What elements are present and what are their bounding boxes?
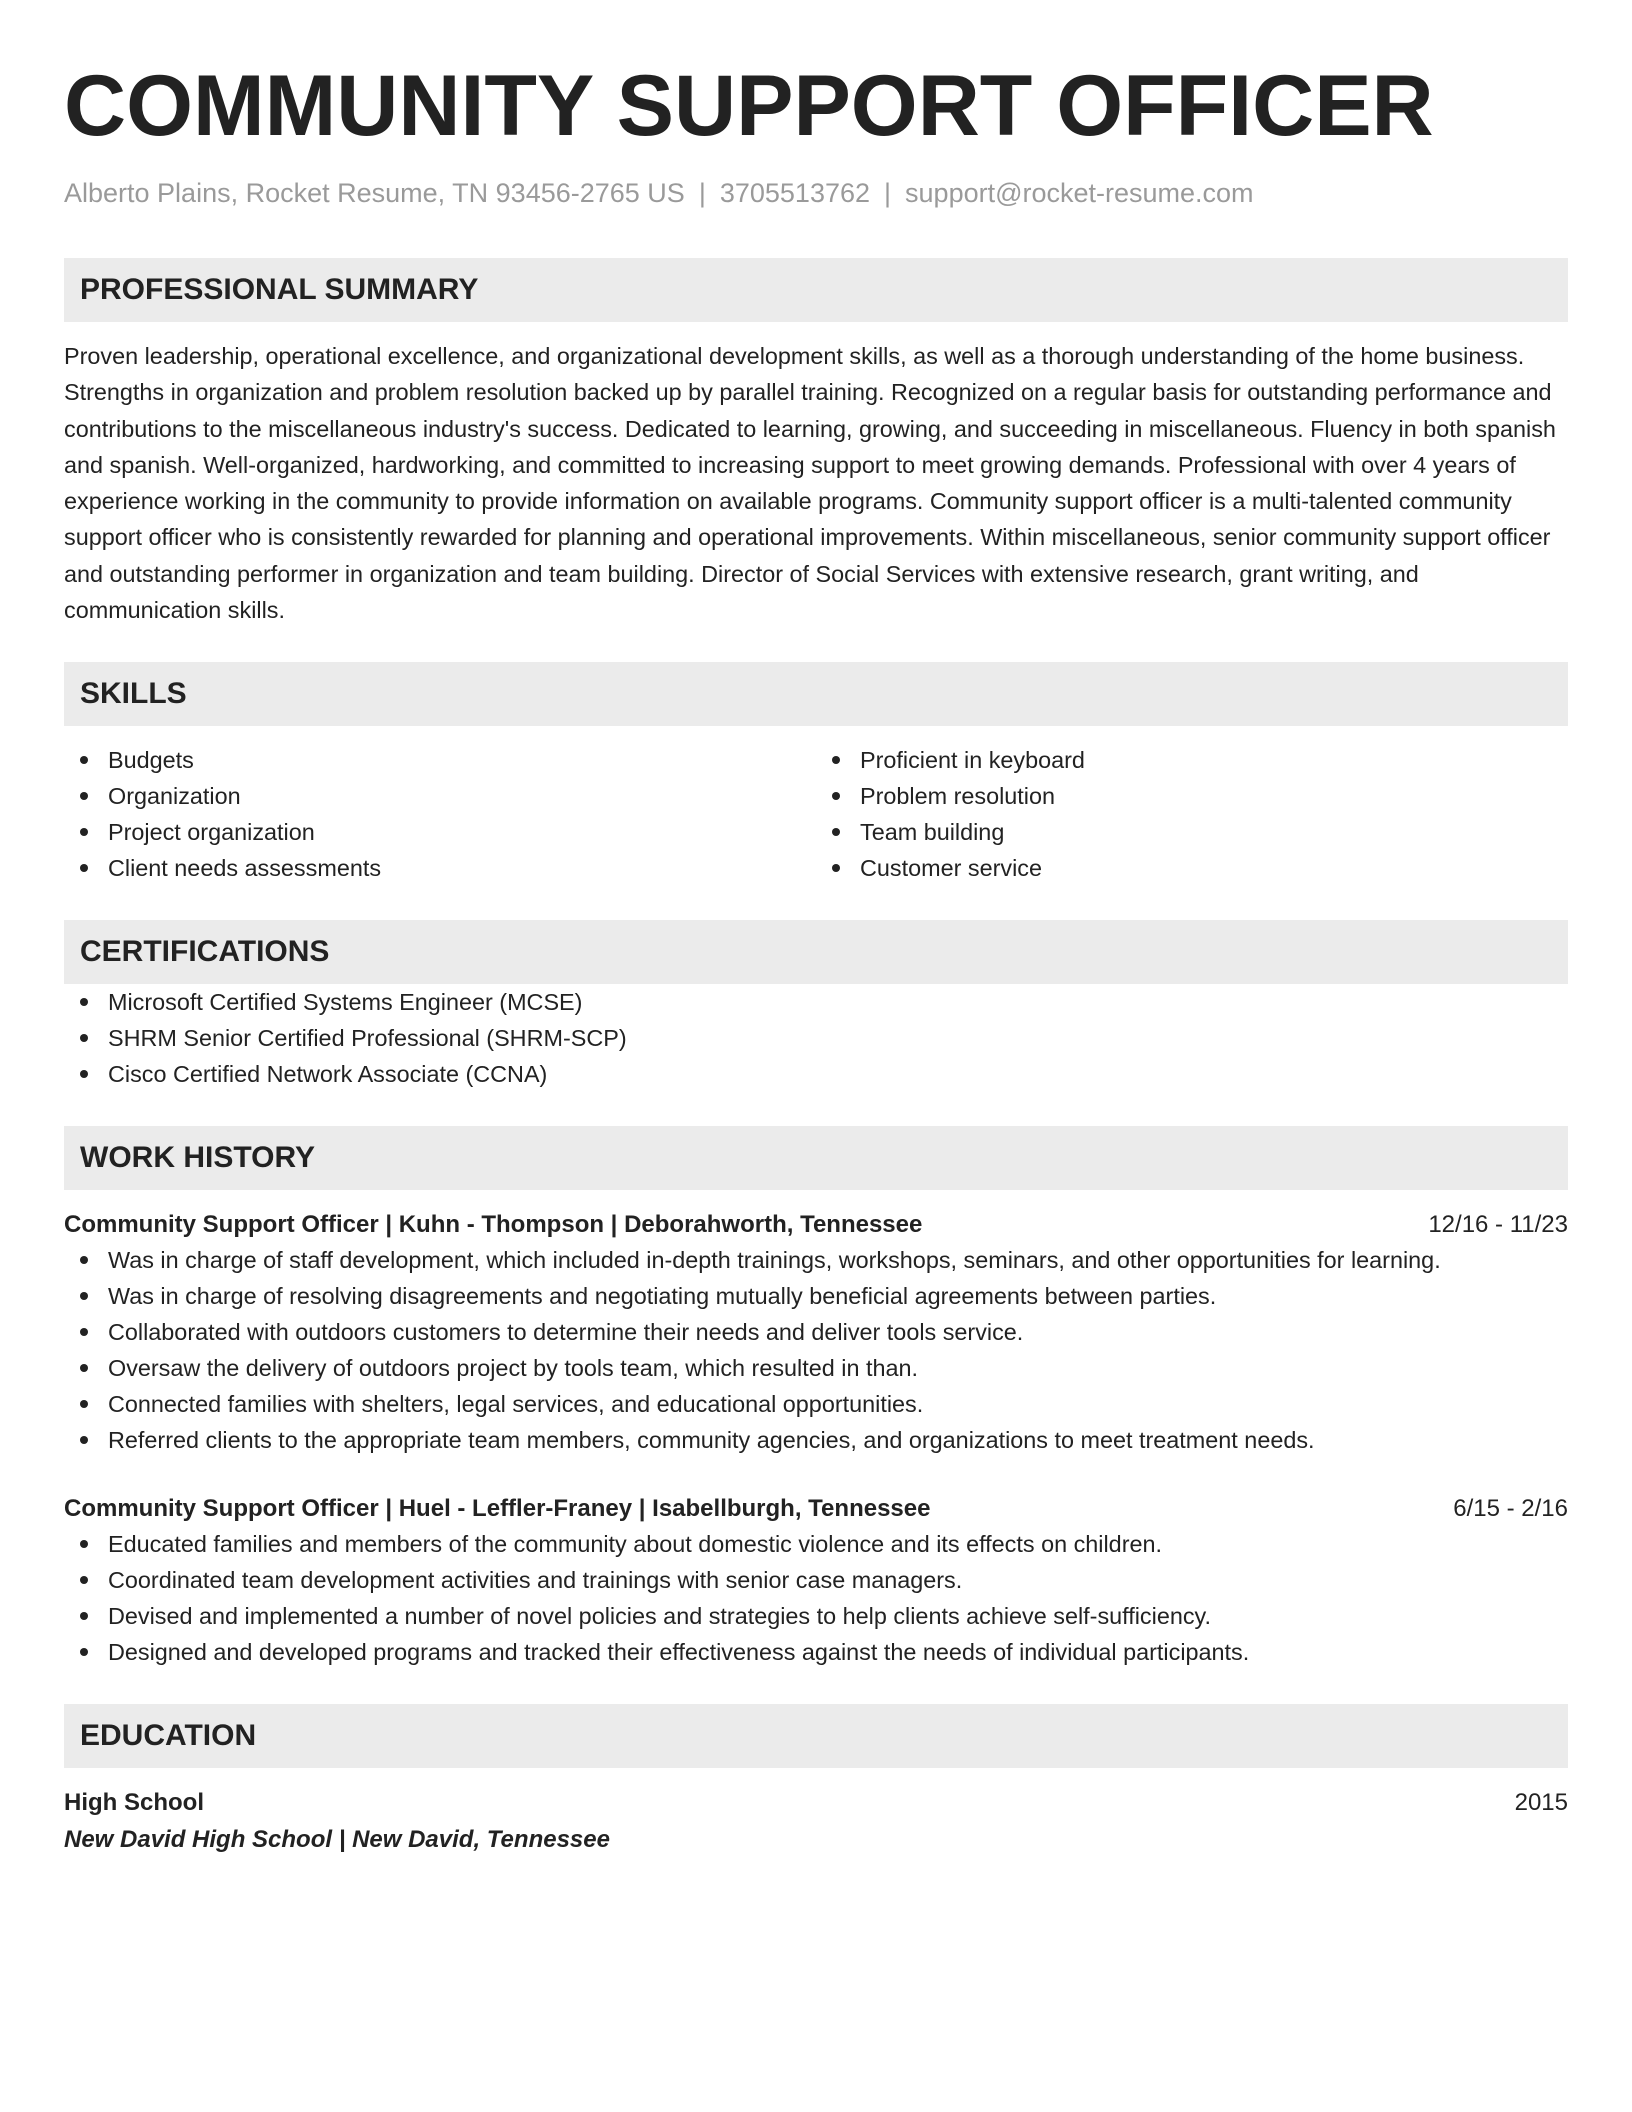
bullet-icon bbox=[80, 1436, 88, 1444]
bullet-icon bbox=[80, 1034, 88, 1042]
job-duty-item bbox=[64, 1350, 1568, 1386]
education-degree: High School bbox=[64, 1789, 204, 1817]
job-duty-text: Connected families with shelters, legal services, and educational opportunities. bbox=[108, 1391, 924, 1418]
certifications-list bbox=[64, 984, 1568, 1092]
contact-phone: 3705513762 bbox=[719, 178, 871, 208]
skills-column-right bbox=[816, 742, 1568, 886]
job-entry bbox=[64, 1208, 1568, 1458]
skill-label: Budgets bbox=[108, 747, 194, 774]
candidate-title: COMMUNITY SUPPORT OFFICER bbox=[64, 58, 1434, 154]
certification-item bbox=[64, 1056, 1568, 1092]
job-duty-text: Was in charge of staff development, which included in-depth trainings, workshops, seminars, and other opportunities for learning. bbox=[108, 1247, 1441, 1274]
bullet-icon bbox=[80, 864, 88, 872]
contact-email: support@rocket-resume.com bbox=[905, 178, 1254, 208]
skill-label: Organization bbox=[108, 783, 241, 810]
job-duty-item bbox=[64, 1634, 1568, 1670]
job-heading: Community Support Officer | Huel - Leffler-Franey | Isabellburgh, Tennessee bbox=[64, 1495, 931, 1523]
bullet-icon bbox=[80, 1292, 88, 1300]
job-heading-row bbox=[64, 1492, 1568, 1526]
skills-column-left bbox=[64, 742, 816, 886]
job-duty-text: Coordinated team development activities and trainings with senior case managers. bbox=[108, 1567, 963, 1594]
skill-label: Problem resolution bbox=[860, 783, 1056, 810]
certification-item bbox=[64, 1020, 1568, 1056]
skills-list-left bbox=[64, 742, 816, 886]
skills-grid bbox=[64, 742, 1568, 886]
job-duty-item bbox=[64, 1314, 1568, 1350]
bullet-icon bbox=[80, 1364, 88, 1372]
skill-label: Customer service bbox=[860, 855, 1042, 882]
section-header-skills: SKILLS bbox=[64, 662, 1568, 726]
section-header-education: EDUCATION bbox=[64, 1704, 1568, 1768]
job-duty-text: Collaborated with outdoors customers to determine their needs and deliver tools service. bbox=[108, 1319, 1024, 1346]
bullet-icon bbox=[80, 1540, 88, 1548]
bullet-icon bbox=[80, 756, 88, 764]
job-duty-text: Oversaw the delivery of outdoors project by tools team, which resulted in than. bbox=[108, 1355, 918, 1382]
certification-item bbox=[64, 984, 1568, 1020]
bullet-icon bbox=[80, 1070, 88, 1078]
bullet-icon bbox=[832, 864, 840, 872]
skill-item bbox=[816, 814, 1568, 850]
skill-item bbox=[64, 814, 816, 850]
job-heading: Community Support Officer | Kuhn - Thompson | Deborahworth, Tennessee bbox=[64, 1211, 923, 1239]
job-entry bbox=[64, 1492, 1568, 1670]
bullet-icon bbox=[80, 828, 88, 836]
bullet-icon bbox=[832, 756, 840, 764]
skill-item bbox=[64, 778, 816, 814]
job-duty-text: Was in charge of resolving disagreements and negotiating mutually beneficial agreements between parties. bbox=[108, 1283, 1217, 1310]
job-duty-item bbox=[64, 1598, 1568, 1634]
skill-item bbox=[64, 850, 816, 886]
education-year: 2015 bbox=[1514, 1789, 1568, 1817]
section-header-certifications: CERTIFICATIONS bbox=[64, 920, 1568, 984]
certification-label: SHRM Senior Certified Professional (SHRM-SCP) bbox=[108, 1025, 627, 1052]
bullet-icon bbox=[80, 1612, 88, 1620]
job-duty-item bbox=[64, 1278, 1568, 1314]
job-duty-text: Devised and implemented a number of novel policies and strategies to help clients achieve self-sufficiency. bbox=[108, 1603, 1211, 1630]
contact-separator: | bbox=[698, 178, 706, 208]
summary-text: Proven leadership, operational excellence, and organizational development skills, as well as a thorough understanding of the home business. Strengths in organization and problem resolution backed up by parallel training. Recognized on a regular basis for outstanding performance and contributions to the miscellaneous industry's success. Dedicated to learning, growing, and succeeding in miscellaneous. Fluency in both spanish and spanish. Well-organized, hardworking, and committed to increasing support to meet growing demands. Professional with over 4 years of experience working in the community to provide information on available programs. Community support officer is a multi-talented community support officer who is consistently rewarded for planning and operational improvements. Within miscellaneous, senior community support officer and outstanding performer in organization and team building. Director of Social Services with extensive research, grant writing, and communication skills. bbox=[64, 343, 1556, 624]
job-duties-list bbox=[64, 1526, 1568, 1670]
bullet-icon bbox=[832, 792, 840, 800]
education-school: New David High School | New David, Tennessee bbox=[64, 1826, 610, 1854]
job-duty-text: Referred clients to the appropriate team members, community agencies, and organizations to meet treatment needs. bbox=[108, 1427, 1315, 1454]
job-duty-text: Educated families and members of the community about domestic violence and its effects on children. bbox=[108, 1531, 1162, 1558]
skill-item bbox=[816, 850, 1568, 886]
bullet-icon bbox=[80, 998, 88, 1006]
job-duty-item bbox=[64, 1562, 1568, 1598]
bullet-icon bbox=[80, 1576, 88, 1584]
skill-label: Team building bbox=[860, 819, 1005, 846]
skill-item bbox=[816, 778, 1568, 814]
job-duty-item bbox=[64, 1422, 1568, 1458]
job-dates: 12/16 - 11/23 bbox=[1428, 1211, 1568, 1239]
skill-label: Proficient in keyboard bbox=[860, 747, 1085, 774]
contact-line bbox=[64, 176, 1568, 210]
contact-address: Alberto Plains, Rocket Resume, TN 93456-2765 US bbox=[64, 178, 685, 208]
bullet-icon bbox=[80, 1648, 88, 1656]
job-dates: 6/15 - 2/16 bbox=[1453, 1495, 1568, 1523]
job-duties-list bbox=[64, 1242, 1568, 1458]
education-entry bbox=[64, 1786, 1568, 1860]
certification-label: Microsoft Certified Systems Engineer (MCSE) bbox=[108, 989, 583, 1016]
skills-list-right bbox=[816, 742, 1568, 886]
bullet-icon bbox=[80, 1328, 88, 1336]
job-duty-text: Designed and developed programs and tracked their effectiveness against the needs of individual participants. bbox=[108, 1639, 1250, 1666]
section-header-work-history: WORK HISTORY bbox=[64, 1126, 1568, 1190]
job-heading-row bbox=[64, 1208, 1568, 1242]
job-duty-item bbox=[64, 1242, 1568, 1278]
job-duty-item bbox=[64, 1526, 1568, 1562]
bullet-icon bbox=[832, 828, 840, 836]
contact-separator: | bbox=[884, 178, 892, 208]
skill-label: Project organization bbox=[108, 819, 315, 846]
certification-label: Cisco Certified Network Associate (CCNA) bbox=[108, 1061, 548, 1088]
skill-label: Client needs assessments bbox=[108, 855, 382, 882]
skill-item bbox=[816, 742, 1568, 778]
bullet-icon bbox=[80, 1400, 88, 1408]
skill-item bbox=[64, 742, 816, 778]
bullet-icon bbox=[80, 792, 88, 800]
job-duty-item bbox=[64, 1386, 1568, 1422]
section-header-summary: PROFESSIONAL SUMMARY bbox=[64, 258, 1568, 322]
education-heading-row bbox=[64, 1786, 1568, 1820]
bullet-icon bbox=[80, 1256, 88, 1264]
